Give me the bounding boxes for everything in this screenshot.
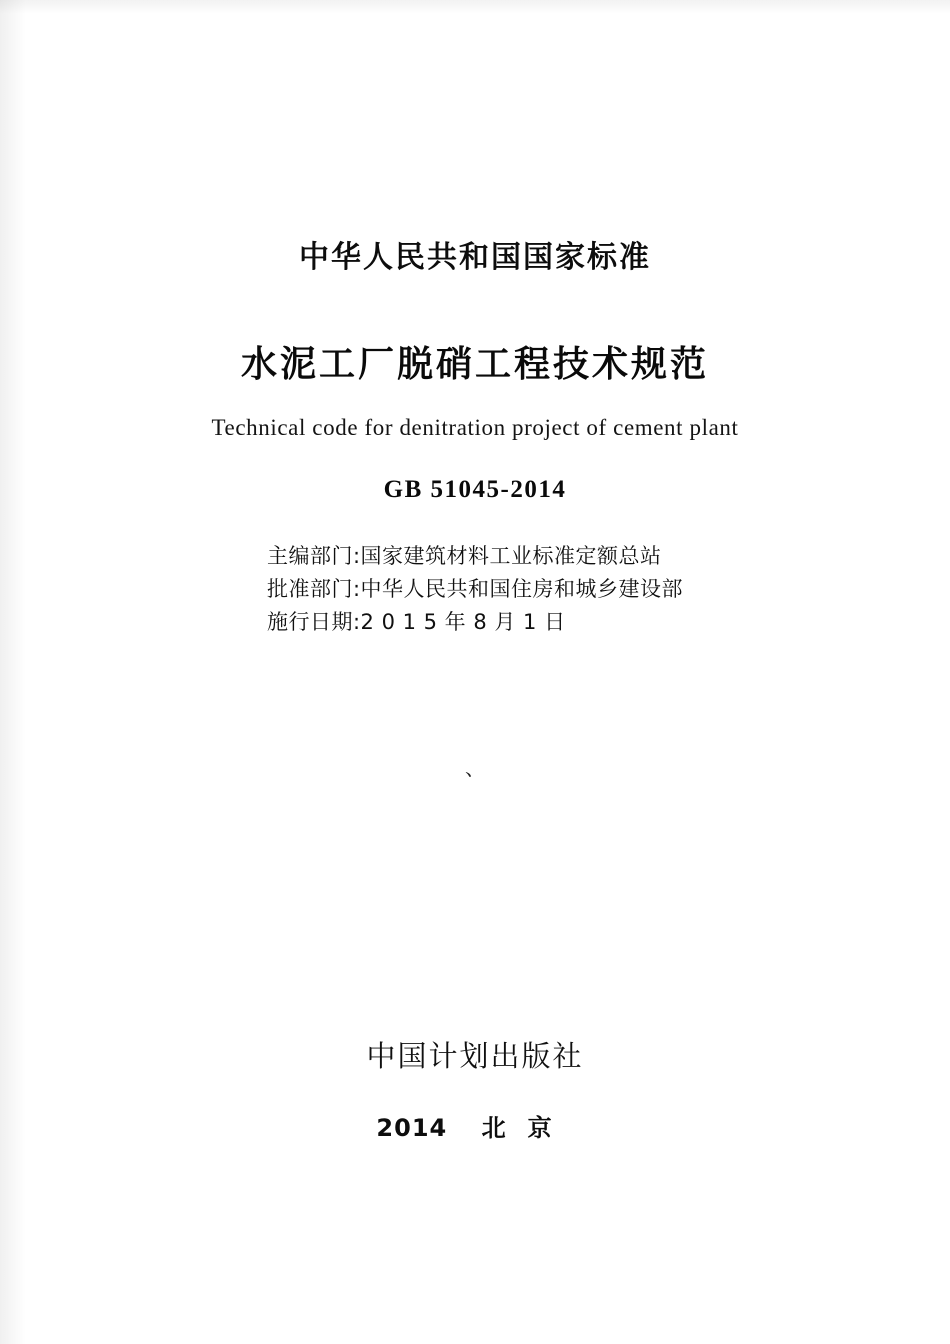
meta-line-approving-department: 批准部门:中华人民共和国住房和城乡建设部 — [266, 577, 684, 601]
metadata-block — [0, 540, 950, 639]
meta-line-editing-department: 主编部门:国家建筑材料工业标准定额总站 — [266, 544, 662, 568]
publication-info — [0, 1108, 950, 1143]
page-title: 水泥工厂脱硝工程技术规范 — [240, 344, 709, 385]
decorative-mark: 、 — [465, 756, 485, 780]
page-top-shading — [0, 0, 950, 14]
national-standard-header: 中华人民共和国国家标准 — [299, 240, 651, 275]
publication-city: 北京 — [481, 1114, 574, 1142]
english-title: Technical code for denitration project of cement plant — [211, 415, 739, 440]
publisher-name: 中国计划出版社 — [366, 1039, 584, 1073]
publication-year: 2014 — [376, 1114, 448, 1142]
standard-code: GB 51045-2014 — [383, 476, 567, 503]
meta-line-effective-date: 施行日期:2 0 1 5 年 8 月 1 日 — [266, 610, 566, 634]
